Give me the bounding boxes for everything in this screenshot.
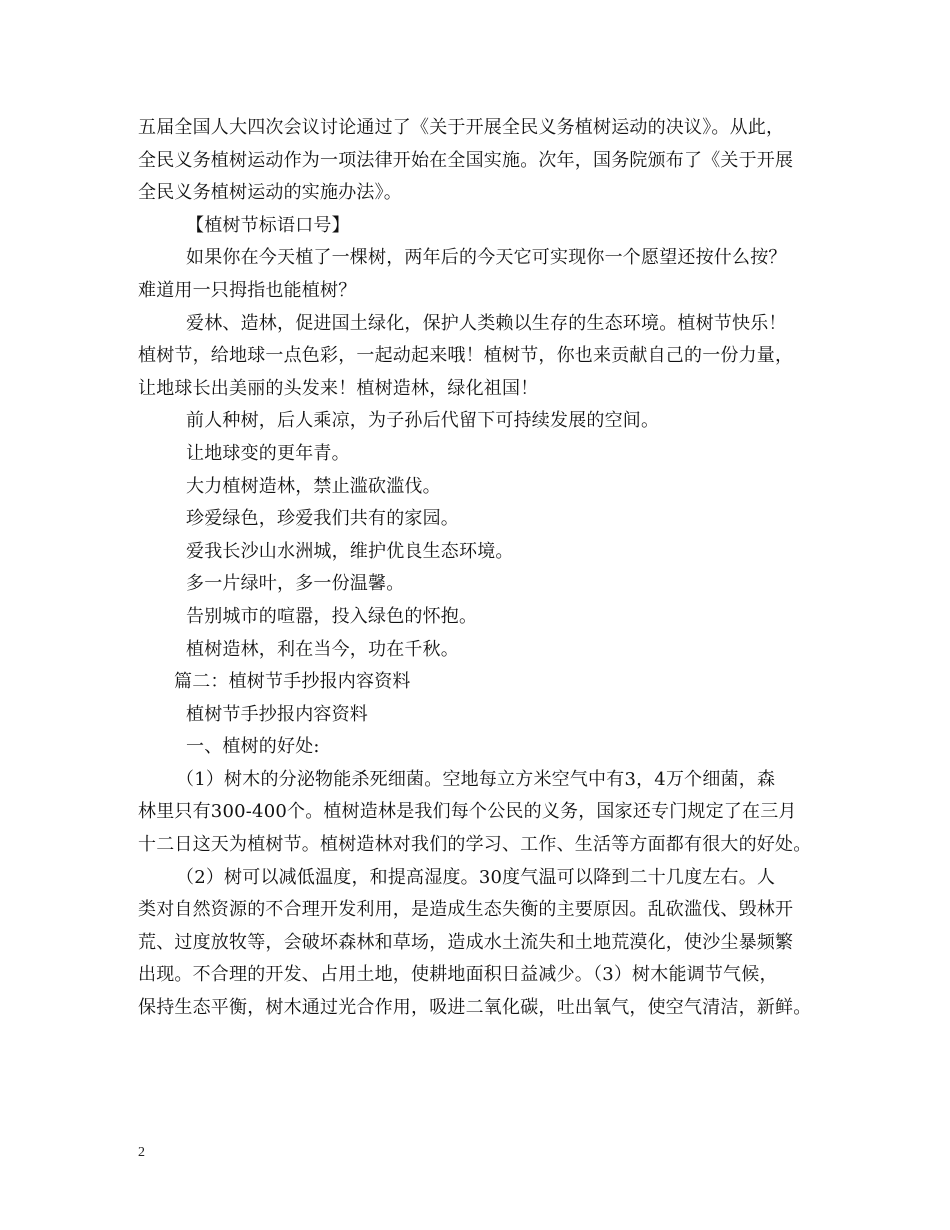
slogan-line: 珍爱绿色，珍爱我们共有的家园。 — [186, 508, 459, 530]
paragraph-line: （2）树可以减低温度，和提高湿度。30度气温可以降到二十几度左右。人 — [176, 866, 776, 888]
section-heading: 【植树节标语口号】 — [186, 214, 350, 236]
paragraph-line: 植树节，给地球一点色彩，一起动起来哦！植树节，你也来贡献自己的一份力量， — [138, 345, 794, 367]
paragraph-line: 十二日这天为植树节。植树造林对我们的学习、工作、生活等方面都有很大的好处。 — [138, 834, 812, 856]
paragraph-line: 五届全国人大四次会议讨论通过了《关于开展全民义务植树运动的决议》。从此， — [138, 117, 785, 138]
paragraph-line: 出现。不合理的开发、占用土地，使耕地面积日益减少。（3）树木能调节气候， — [138, 964, 778, 986]
paragraph-line: 如果你在今天植了一棵树，两年后的今天它可实现你一个愿望还按什么按？ — [186, 247, 787, 269]
slogan-line: 前人种树，后人乘凉，为子孙后代留下可持续发展的空间。 — [186, 410, 660, 432]
list-heading: 一、植树的好处: — [186, 736, 320, 758]
paragraph-line: 全民义务植树运动的实施办法》。 — [138, 182, 402, 204]
document-body — [138, 112, 828, 1025]
paragraph-line: （1）树木的分泌物能杀死细菌。空地每立方米空气中有3，4万个细菌，森 — [176, 768, 776, 790]
chapter-title: 篇二：植树节手抄报内容资料 — [174, 671, 411, 693]
slogan-line: 多一片绿叶，多一份温馨。 — [186, 573, 405, 595]
paragraph-line: 难道用一只拇指也能植树？ — [138, 279, 357, 301]
slogan-line: 告别城市的喧嚣，投入绿色的怀抱。 — [186, 605, 478, 627]
paragraph-line: 林里只有300-400个。植树造林是我们每个公民的义务，国家还专门规定了在三月 — [138, 801, 797, 823]
slogan-line: 让地球变的更年青。 — [186, 442, 350, 464]
paragraph-line: 全民义务植树运动作为一项法律开始在全国实施。次年，国务院颁布了《关于开展 — [138, 149, 794, 171]
paragraph-line: 让地球长出美丽的头发来！植树造林，绿化祖国！ — [138, 377, 539, 399]
paragraph-line: 保持生态平衡，树木通过光合作用，吸进二氧化碳，吐出氧气，使空气清洁，新鲜。 — [138, 997, 812, 1019]
paragraph-line: 荒、过度放牧等，会破坏森林和草场，造成水土流失和土地荒漠化，使沙尘暴频繁 — [138, 931, 794, 953]
slogan-line: 大力植树造林，禁止滥砍滥伐。 — [186, 475, 441, 497]
paragraph-line: 爱林、造林，促进国土绿化，保护人类赖以生存的生态环境。植树节快乐！ — [186, 312, 787, 334]
subtitle: 植树节手抄报内容资料 — [186, 703, 368, 725]
page-number: 2 — [138, 1145, 145, 1160]
slogan-line: 植树造林，利在当今，功在千秋。 — [186, 638, 459, 660]
paragraph-line: 类对自然资源的不合理开发利用，是造成生态失衡的主要原因。乱砍滥伐、毁林开 — [138, 899, 794, 921]
slogan-line: 爱我长沙山水洲城，维护优良生态环境。 — [186, 540, 514, 562]
